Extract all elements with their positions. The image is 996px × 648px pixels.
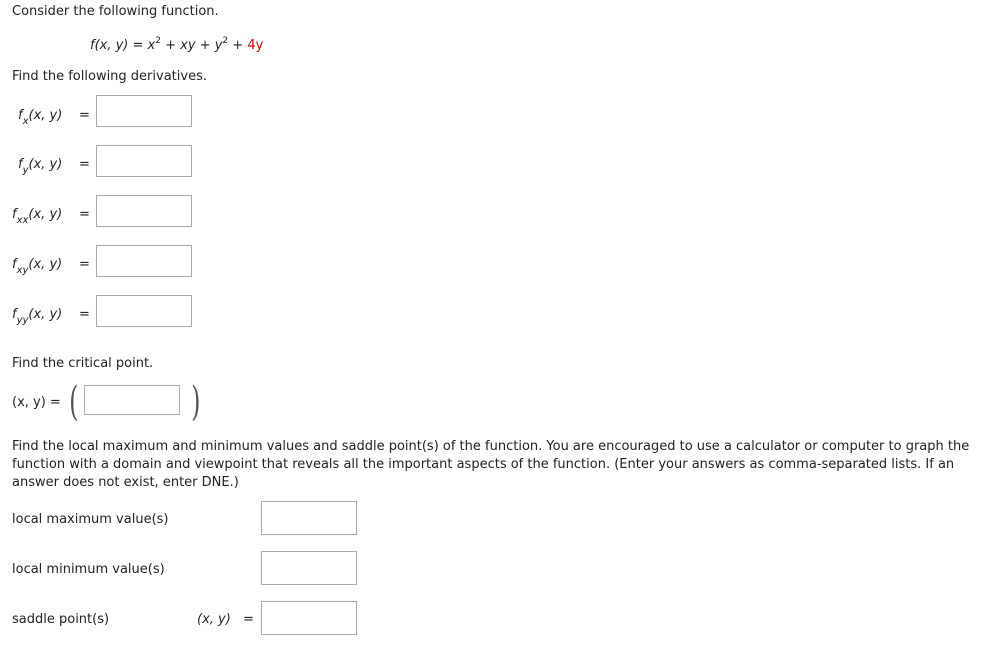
args: (x, y) (28, 257, 63, 272)
equals-sign: = (79, 207, 90, 222)
subscript-x: x (22, 116, 29, 127)
fyy-answer-input[interactable] (96, 295, 192, 327)
function-term-y-exponent: 2 (222, 36, 229, 46)
subscript-xx: xx (16, 215, 29, 226)
function-term-x-exponent: 2 (155, 36, 161, 46)
function-plus-1: + (160, 38, 181, 53)
subscript-xy: xy (16, 265, 29, 276)
intro-text: Consider the following function. (12, 4, 219, 19)
derivative-label-fxx (12, 207, 63, 226)
args: (x, y) (28, 108, 63, 123)
function-plus-3: + (228, 38, 248, 53)
args: (x, y) (28, 157, 63, 172)
args: (x, y) (28, 307, 63, 322)
open-paren: ( (69, 379, 79, 425)
fx-answer-input[interactable] (96, 95, 192, 127)
function-term-4y: 4y (247, 38, 264, 53)
local-max-label: local maximum value(s) (12, 512, 169, 527)
saddle-label: saddle point(s) (12, 612, 110, 627)
function-term-x: x (147, 38, 156, 53)
equals-sign: = (79, 157, 90, 172)
f-symbol: f (18, 108, 23, 123)
extrema-instructions: Find the local maximum and minimum values and saddle point(s) of the function. You are encouraged to use a calculator or computer to graph the function with a domain and viewpoint that reveals all the important aspects of the function. (Enter your answers as comma-separated lists. If an answer does not exist, enter DNE.) (12, 439, 970, 490)
fy-answer-input[interactable] (96, 145, 192, 177)
critical-point-label: (x, y) = (12, 395, 61, 410)
f-symbol: f (18, 157, 23, 172)
critical-point-input[interactable] (84, 385, 180, 415)
equals-sign: = (79, 307, 90, 322)
derivative-label-fx (18, 108, 63, 127)
function-term-y: y (214, 38, 223, 53)
derivative-label-fy (18, 157, 63, 176)
function-term-xy: xy (180, 38, 196, 53)
function-plus-2: + (195, 38, 215, 53)
fxx-answer-input[interactable] (96, 195, 192, 227)
subscript-yy: yy (16, 315, 29, 326)
saddle-xy-label: (x, y) (197, 612, 231, 627)
local-min-input[interactable] (261, 551, 357, 585)
equals-sign: = (79, 108, 90, 123)
derivative-label-fxy (12, 257, 63, 276)
saddle-equals: = (243, 612, 254, 627)
f-symbol: f (12, 207, 17, 222)
derivative-label-fyy (12, 307, 63, 326)
saddle-point-input[interactable] (261, 601, 357, 635)
equals-sign: = (79, 257, 90, 272)
args: (x, y) (28, 207, 63, 222)
local-max-input[interactable] (261, 501, 357, 535)
f-symbol: f (12, 307, 17, 322)
f-symbol: f (12, 257, 17, 272)
critical-point-prompt: Find the critical point. (12, 356, 154, 371)
close-paren: ) (191, 379, 201, 425)
derivatives-prompt: Find the following derivatives. (12, 69, 207, 84)
fxy-answer-input[interactable] (96, 245, 192, 277)
local-min-label: local minimum value(s) (12, 562, 165, 577)
subscript-y: y (22, 165, 29, 176)
function-lhs: f(x, y) = (90, 38, 148, 53)
function-expression (90, 38, 263, 53)
